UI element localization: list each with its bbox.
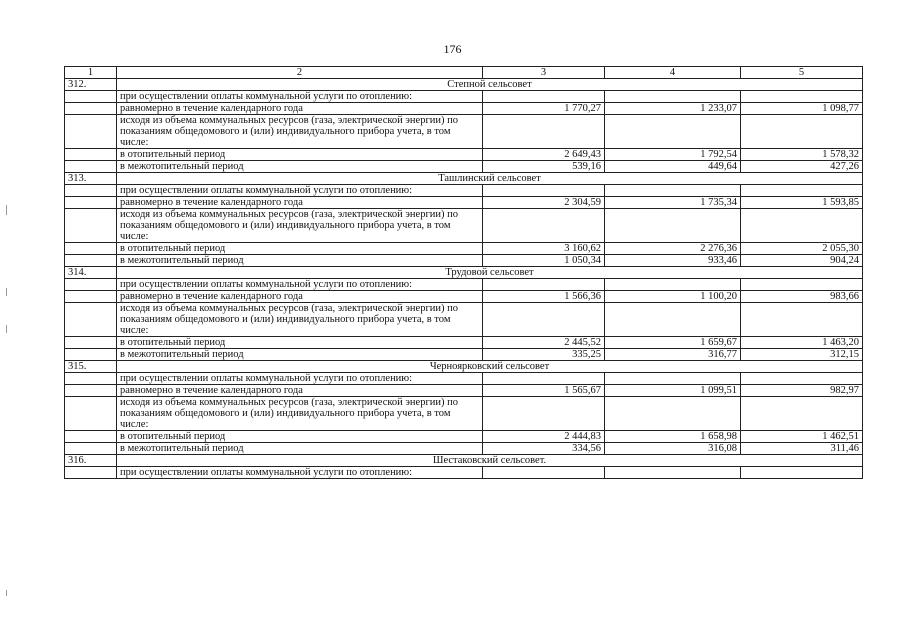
row-label: в отопительный период (117, 431, 483, 443)
table-row (65, 103, 863, 115)
value-cell-col5 (741, 303, 863, 337)
value-cell-col3: 2 444,83 (483, 431, 605, 443)
row-number-cell (65, 337, 117, 349)
value-cell-col4: 1 658,98 (605, 431, 741, 443)
row-label: исходя из объема коммунальных ресурсов (газа, электрической энергии) по показаниям общедомового и (или) индивидуального прибора учета, в том числе: (117, 303, 483, 337)
value-cell-col5: 1 593,85 (741, 197, 863, 209)
section-header-row (65, 267, 863, 279)
row-label: равномерно в течение календарного года (117, 385, 483, 397)
value-cell-col5 (741, 115, 863, 149)
row-number-cell (65, 349, 117, 361)
header-cell-2: 2 (117, 67, 483, 79)
value-cell-col4: 1 792,54 (605, 149, 741, 161)
value-cell-col4 (605, 279, 741, 291)
section-title: Степной сельсовет (117, 79, 863, 91)
row-number-cell (65, 185, 117, 197)
value-cell-col4 (605, 209, 741, 243)
row-label: исходя из объема коммунальных ресурсов (газа, электрической энергии) по показаниям общедомового и (или) индивидуального прибора учета, в том числе: (117, 397, 483, 431)
row-number-cell (65, 397, 117, 431)
row-number-cell (65, 255, 117, 267)
value-cell-col4 (605, 91, 741, 103)
value-cell-col3 (483, 467, 605, 479)
row-label: в отопительный период (117, 337, 483, 349)
row-label: равномерно в течение календарного года (117, 197, 483, 209)
row-label: при осуществлении оплаты коммунальной услуги по отоплению: (117, 279, 483, 291)
table-row (65, 197, 863, 209)
value-cell-col4 (605, 303, 741, 337)
table-row (65, 291, 863, 303)
value-cell-col5: 1 463,20 (741, 337, 863, 349)
value-cell-col3: 1 566,36 (483, 291, 605, 303)
row-number-cell (65, 115, 117, 149)
value-cell-col3: 539,16 (483, 161, 605, 173)
section-title: Ташлинский сельсовет (117, 173, 863, 185)
value-cell-col4: 316,77 (605, 349, 741, 361)
value-cell-col3: 334,56 (483, 443, 605, 455)
row-label: исходя из объема коммунальных ресурсов (газа, электрической энергии) по показаниям общедомового и (или) индивидуального прибора учета, в том числе: (117, 209, 483, 243)
row-label: в межотопительный период (117, 161, 483, 173)
value-cell-col4 (605, 185, 741, 197)
value-cell-col3: 1 770,27 (483, 103, 605, 115)
row-number-cell (65, 291, 117, 303)
row-number-cell (65, 385, 117, 397)
section-number: 316. (65, 455, 117, 467)
table-row (65, 243, 863, 255)
value-cell-col4: 449,64 (605, 161, 741, 173)
header-cell-3: 3 (483, 67, 605, 79)
value-cell-col4: 1 735,34 (605, 197, 741, 209)
section-header-row (65, 173, 863, 185)
value-cell-col3 (483, 91, 605, 103)
section-header-row (65, 361, 863, 373)
value-cell-col5: 983,66 (741, 291, 863, 303)
value-cell-col4 (605, 467, 741, 479)
table-row (65, 161, 863, 173)
table-row (65, 349, 863, 361)
row-number-cell (65, 279, 117, 291)
section-title: Трудовой сельсовет (117, 267, 863, 279)
tariff-table (64, 66, 863, 479)
row-label: исходя из объема коммунальных ресурсов (газа, электрической энергии) по показаниям общедомового и (или) индивидуального прибора учета, в том числе: (117, 115, 483, 149)
value-cell-col4: 1 659,67 (605, 337, 741, 349)
header-row (65, 67, 863, 79)
row-number-cell (65, 197, 117, 209)
row-label: при осуществлении оплаты коммунальной услуги по отоплению: (117, 91, 483, 103)
row-label: в межотопительный период (117, 443, 483, 455)
row-label: при осуществлении оплаты коммунальной услуги по отоплению: (117, 373, 483, 385)
table-row (65, 255, 863, 267)
header-cell-1: 1 (65, 67, 117, 79)
section-title: Черноярковский сельсовет (117, 361, 863, 373)
value-cell-col3: 2 304,59 (483, 197, 605, 209)
table-row (65, 373, 863, 385)
section-number: 312. (65, 79, 117, 91)
value-cell-col3 (483, 397, 605, 431)
value-cell-col4: 2 276,36 (605, 243, 741, 255)
row-number-cell (65, 209, 117, 243)
value-cell-col3 (483, 373, 605, 385)
value-cell-col5 (741, 209, 863, 243)
value-cell-col4 (605, 373, 741, 385)
value-cell-col4: 1 100,20 (605, 291, 741, 303)
row-label: в отопительный период (117, 243, 483, 255)
value-cell-col5 (741, 91, 863, 103)
page-number: 176 (443, 42, 462, 56)
value-cell-col3 (483, 185, 605, 197)
value-cell-col5: 1 098,77 (741, 103, 863, 115)
table-row (65, 443, 863, 455)
value-cell-col3 (483, 115, 605, 149)
row-label: равномерно в течение календарного года (117, 103, 483, 115)
value-cell-col5: 2 055,30 (741, 243, 863, 255)
value-cell-col3 (483, 279, 605, 291)
table-row (65, 467, 863, 479)
row-number-cell (65, 243, 117, 255)
value-cell-col5: 904,24 (741, 255, 863, 267)
value-cell-col5: 311,46 (741, 443, 863, 455)
value-cell-col4 (605, 397, 741, 431)
row-number-cell (65, 303, 117, 337)
table-row (65, 397, 863, 431)
section-header-row (65, 79, 863, 91)
row-label: при осуществлении оплаты коммунальной услуги по отоплению: (117, 185, 483, 197)
value-cell-col5: 982,97 (741, 385, 863, 397)
section-header-row (65, 455, 863, 467)
value-cell-col5 (741, 373, 863, 385)
row-label: в межотопительный период (117, 255, 483, 267)
row-label: равномерно в течение календарного года (117, 291, 483, 303)
value-cell-col3 (483, 209, 605, 243)
value-cell-col5 (741, 397, 863, 431)
value-cell-col3: 335,25 (483, 349, 605, 361)
value-cell-col5: 1 462,51 (741, 431, 863, 443)
table-row (65, 337, 863, 349)
value-cell-col4: 933,46 (605, 255, 741, 267)
value-cell-col5: 1 578,32 (741, 149, 863, 161)
row-number-cell (65, 431, 117, 443)
row-label: при осуществлении оплаты коммунальной услуги по отоплению: (117, 467, 483, 479)
table-row (65, 115, 863, 149)
value-cell-col4: 316,08 (605, 443, 741, 455)
header-cell-5: 5 (741, 67, 863, 79)
row-number-cell (65, 91, 117, 103)
row-label: в отопительный период (117, 149, 483, 161)
value-cell-col4 (605, 115, 741, 149)
value-cell-col5 (741, 185, 863, 197)
value-cell-col3: 2 649,43 (483, 149, 605, 161)
table-row (65, 91, 863, 103)
table-row (65, 209, 863, 243)
table-row (65, 303, 863, 337)
value-cell-col5 (741, 279, 863, 291)
row-number-cell (65, 373, 117, 385)
table-row (65, 431, 863, 443)
tariff-table-body (65, 67, 863, 479)
row-number-cell (65, 149, 117, 161)
table-row (65, 385, 863, 397)
value-cell-col3: 1 565,67 (483, 385, 605, 397)
section-title: Шестаковский сельсовет. (117, 455, 863, 467)
table-row (65, 149, 863, 161)
value-cell-col4: 1 233,07 (605, 103, 741, 115)
table-row (65, 279, 863, 291)
section-number: 313. (65, 173, 117, 185)
table-row (65, 185, 863, 197)
header-cell-4: 4 (605, 67, 741, 79)
value-cell-col4: 1 099,51 (605, 385, 741, 397)
value-cell-col3: 2 445,52 (483, 337, 605, 349)
row-number-cell (65, 443, 117, 455)
value-cell-col3: 1 050,34 (483, 255, 605, 267)
value-cell-col5: 312,15 (741, 349, 863, 361)
value-cell-col5: 427,26 (741, 161, 863, 173)
value-cell-col5 (741, 467, 863, 479)
section-number: 314. (65, 267, 117, 279)
row-number-cell (65, 103, 117, 115)
row-label: в межотопительный период (117, 349, 483, 361)
value-cell-col3: 3 160,62 (483, 243, 605, 255)
row-number-cell (65, 467, 117, 479)
row-number-cell (65, 161, 117, 173)
section-number: 315. (65, 361, 117, 373)
value-cell-col3 (483, 303, 605, 337)
